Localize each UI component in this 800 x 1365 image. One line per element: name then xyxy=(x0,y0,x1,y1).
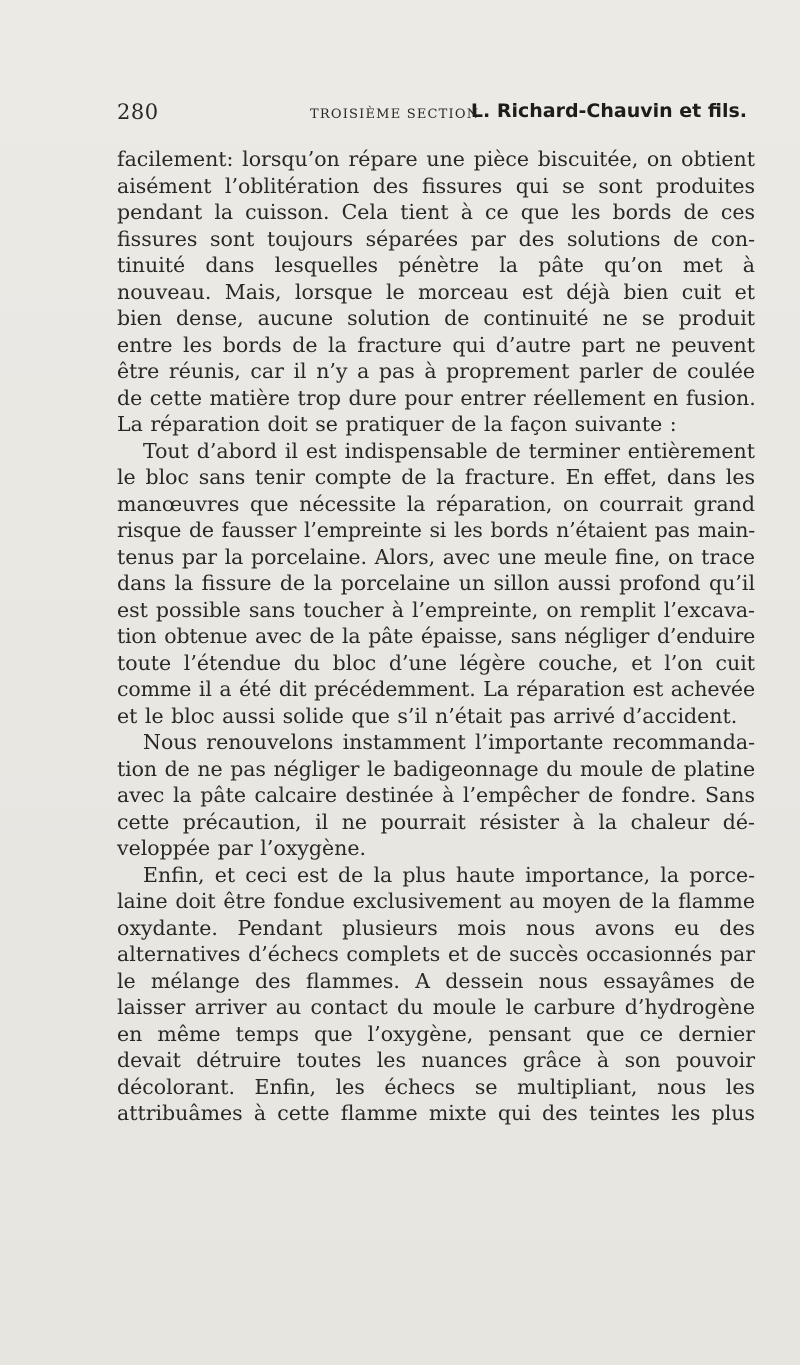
text-line: aisément l’oblitération des fissures qui se sont produites xyxy=(117,173,755,198)
text-line: bien dense, aucune solution de continuité ne se produit xyxy=(117,306,755,330)
text-line: nouveau. Mais, lorsque le morceau est déjà bien cuit et xyxy=(117,279,755,304)
text-line: être réunis, car il n’y a pas à proprement parler de coulée xyxy=(117,359,755,383)
page-number: 280 xyxy=(117,100,159,124)
text-line: le bloc sans tenir compte de la fracture. En effet, dans les xyxy=(117,465,755,489)
text-line: et le bloc aussi solide que s’il n’était pas arrivé d’accident. xyxy=(117,703,738,728)
text-line: est possible sans toucher à l’empreinte, on remplit l’excava- xyxy=(117,597,755,622)
text-line: entre les bords de la fracture qui d’autre part ne peuvent xyxy=(117,332,755,357)
text-line: tenus par la porcelaine. Alors, avec une meule fine, on trace xyxy=(117,544,755,569)
text-line: Nous renouvelons instamment l’importante recommanda- xyxy=(143,730,755,754)
text-line: fissures sont toujours séparées par des solutions de con- xyxy=(117,226,755,251)
text-line: pendant la cuisson. Cela tient à ce que les bords de ces xyxy=(117,200,755,224)
text-line: devait détruire toutes les nuances grâce à son pouvoir xyxy=(117,1048,755,1072)
text-line: toute l’étendue du bloc d’une légère couche, et l’on cuit xyxy=(117,650,755,675)
text-line: manœuvres que nécessite la réparation, on courrait grand xyxy=(117,491,755,516)
text-line: La réparation doit se pratiquer de la façon suivante : xyxy=(117,412,677,436)
text-line: oxydante. Pendant plusieurs mois nous avons eu des xyxy=(117,915,755,940)
text-line: en même temps que l’oxygène, pensant que ce dernier xyxy=(117,1021,755,1046)
text-line: dans la fissure de la porcelaine un sillon aussi profond qu’il xyxy=(117,571,755,595)
text-line: tion de ne pas négliger le badigeonnage du moule de platine xyxy=(117,756,755,781)
text-line: risque de fausser l’empreinte si les bords n’étaient pas main- xyxy=(117,518,755,542)
text-line: décolorant. Enfin, les échecs se multipliant, nous les xyxy=(117,1074,755,1099)
text-line: Enfin, et ceci est de la plus haute importance, la porce- xyxy=(143,862,755,887)
text-line: alternatives d’échecs complets et de succès occasionnés par xyxy=(117,942,755,966)
text-line: tinuité dans lesquelles pénètre la pâte qu’on met à xyxy=(117,253,755,277)
text-line: Tout d’abord il est indispensable de terminer entièrement xyxy=(143,438,755,463)
text-line: comme il a été dit précédemment. La réparation est achevée xyxy=(117,677,755,701)
text-line: veloppée par l’oxygène. xyxy=(117,836,366,860)
body-text xyxy=(117,146,755,1127)
section-title: TROISIÈME SECTION xyxy=(310,107,480,122)
text-line: attribuâmes à cette flamme mixte qui des teintes les plus xyxy=(117,1101,755,1125)
text-line: avec la pâte calcaire destinée à l’empêcher de fondre. Sans xyxy=(117,783,755,807)
running-head: L. Richard-Chauvin et fils. xyxy=(470,100,747,122)
text-line: cette précaution, il ne pourrait résister à la chaleur dé- xyxy=(117,809,755,834)
text-line: de cette matière trop dure pour entrer réellement en fusion. xyxy=(117,385,756,410)
text-line: facilement: lorsqu’on répare une pièce biscuitée, on obtient xyxy=(117,147,755,171)
text-line: tion obtenue avec de la pâte épaisse, sans négliger d’enduire xyxy=(117,624,755,648)
text-line: laine doit être fondue exclusivement au moyen de la flamme xyxy=(117,889,755,913)
text-line: laisser arriver au contact du moule le carbure d’hydrogène xyxy=(117,995,755,1019)
page-header xyxy=(117,100,747,130)
text-line: le mélange des flammes. A dessein nous essayâmes de xyxy=(117,968,755,993)
